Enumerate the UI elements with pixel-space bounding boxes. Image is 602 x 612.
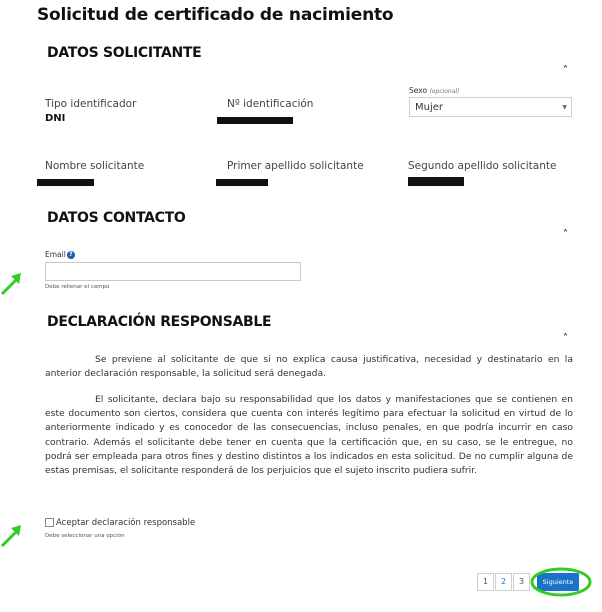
page-1-button[interactable]: 1 <box>477 573 494 591</box>
sexo-select-value: Mujer <box>415 102 444 113</box>
num-identificacion-label: Nº identificación <box>227 98 314 110</box>
next-button[interactable]: Siguiente <box>537 573 579 591</box>
redacted-nombre <box>37 179 94 186</box>
email-hint: Debe rellenar el campo <box>45 284 110 290</box>
declaracion-paragraph-2: El solicitante, declara bajo su responsabilidad que los datos y manifestaciones que se contienen en este documento son ciertos, considera que cuenta con interés legítimo para efectuar la solicitud en virtud de lo anteriormente indicado y es conocedor de las consecuencias, incluso penales, en que podría incurrir en caso contrario. Además el solicitante debe tener en cuenta que la certificación que, en su caso, se le entregue, no podrá ser empleada para otros fines y destino distintos a los indicados en esta solicitud. De no cumplir alguna de estas premisas, el solicitante responderá de los perjuicios que el sujeto inscrito pudiera sufrir. <box>45 394 573 477</box>
redacted-id-number <box>217 117 293 124</box>
nombre-label: Nombre solicitante <box>45 160 145 172</box>
sexo-label: Sexo (opcional) <box>409 86 460 95</box>
tipo-identificador-value: DNI <box>45 113 66 124</box>
arrow-annotation-icon <box>0 270 24 296</box>
accept-hint: Debe seleccionar una opción <box>45 533 125 539</box>
circle-annotation-icon <box>528 566 598 600</box>
section-title-declaracion: DECLARACIÓN RESPONSABLE <box>47 314 272 330</box>
tipo-identificador-label: Tipo identificador <box>45 98 137 110</box>
page-2-button[interactable]: 2 <box>495 573 512 591</box>
redacted-segundo-apellido <box>408 177 464 186</box>
page-3-button[interactable]: 3 <box>513 573 530 591</box>
section-title-contacto: DATOS CONTACTO <box>47 210 186 226</box>
sexo-select[interactable] <box>409 97 572 117</box>
redacted-primer-apellido <box>216 179 268 186</box>
accept-checkbox[interactable] <box>45 518 54 527</box>
primer-apellido-label: Primer apellido solicitante <box>227 160 364 172</box>
chevron-down-icon: ▼ <box>562 104 567 111</box>
help-icon[interactable]: ? <box>67 251 75 259</box>
page-title: Solicitud de certificado de nacimiento <box>37 5 394 25</box>
accept-label[interactable]: Aceptar declaración responsable <box>56 518 196 528</box>
chevron-up-icon[interactable]: ˄ <box>563 333 568 344</box>
chevron-up-icon[interactable]: ˄ <box>563 65 568 76</box>
email-field[interactable] <box>45 262 301 281</box>
chevron-up-icon[interactable]: ˄ <box>563 229 568 240</box>
arrow-annotation-icon <box>0 522 24 548</box>
section-title-solicitante: DATOS SOLICITANTE <box>47 45 202 61</box>
declaracion-paragraph-1: Se previene al solicitante de que si no explica causa justificativa, necesidad y destinatario en la anterior declaración responsable, la solicitud será denegada. <box>45 354 573 380</box>
segundo-apellido-label: Segundo apellido solicitante <box>408 160 557 172</box>
email-label: Email ? <box>45 250 75 259</box>
